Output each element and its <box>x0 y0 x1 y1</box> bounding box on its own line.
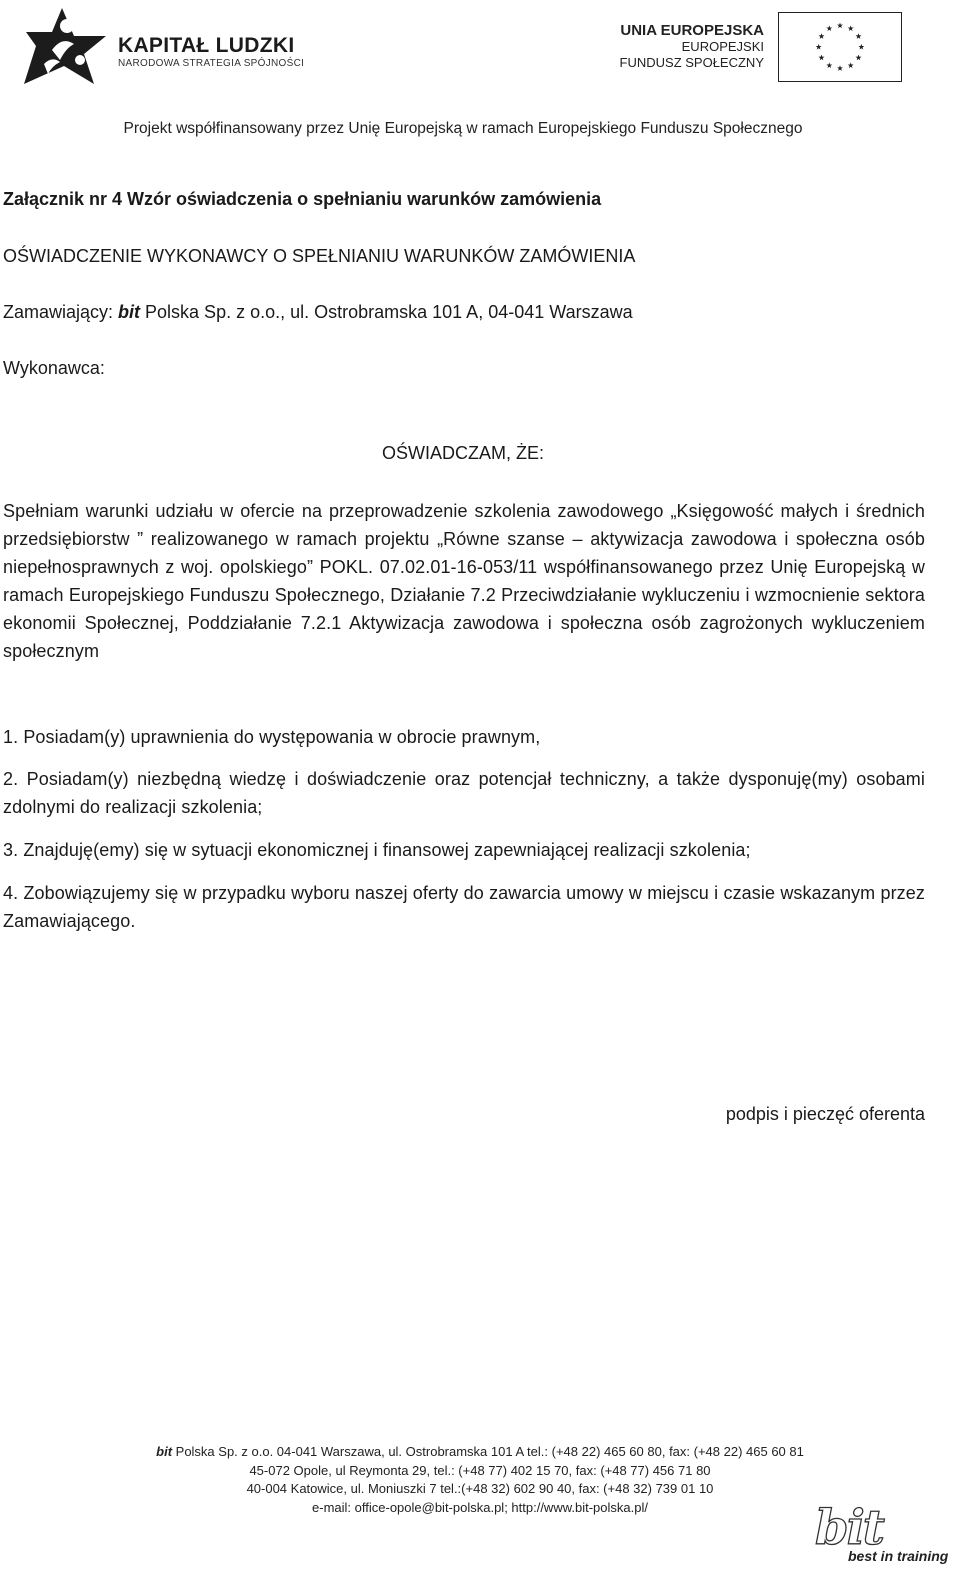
eu-star-icon <box>837 65 843 71</box>
eu-line-2: EUROPEJSKI <box>681 39 764 54</box>
bit-logo <box>810 1500 960 1579</box>
footer-line-3: 40-004 Katowice, ul. Moniuszki 7 tel.:(+48 32) 602 90 40, fax: (+48 32) 739 01 10 <box>246 1481 714 1496</box>
orderer-details: Polska Sp. z o.o., ul. Ostrobramska 101 A, 04-041 Warszawa <box>140 302 633 322</box>
eu-star-icon <box>848 62 854 68</box>
declaration-paragraph: Spełniam warunki udziału w ofercie na przeprowadzenie szkolenia zawodowego „Księgowość małych i średnich przedsiębiorstw ” realizowanego w ramach projektu „Równe szanse – aktywizacja zawodowa i społeczna osób niepełnosprawnych z woj. opolskiego” POKL. 07.02.01-16-053/11 współfinansowanego przez Unię Europejską w ramach Europejskiego Funduszu Społecznego, Działanie 7.2 Przeciwdziałanie wykluczeniu i wzmocnienie sektora ekonomii Społecznej, Poddziałanie 7.2.1 Aktywizacja zawodowa i społeczna osób zagrożonych wykluczeniem społecznym <box>3 501 925 661</box>
eu-star-icon <box>826 62 832 68</box>
kapital-ludzki-star-icon <box>22 6 112 86</box>
eu-line-3: FUNDUSZ SPOŁECZNY <box>619 55 764 70</box>
eu-logo <box>588 12 906 86</box>
orderer-label: Zamawiający: <box>3 302 119 322</box>
bit-logo-tagline: best in training <box>848 1548 949 1564</box>
kapital-ludzki-logo <box>22 6 342 86</box>
attachment-title: Załącznik nr 4 Wzór oświadczenia o spełnianiu warunków zamówienia <box>3 189 602 209</box>
project-cofinancing-line: Projekt współfinansowany przez Unię Europejską w ramach Europejskiego Funduszu Społecznego <box>123 120 803 137</box>
contractor-label: Wykonawca: <box>3 358 105 378</box>
eu-star-icon <box>837 23 843 29</box>
orderer-brand: bit <box>118 302 141 322</box>
eu-flag-icon <box>778 12 902 82</box>
declaration-title: OŚWIADCZAM, ŻE: <box>382 443 544 463</box>
declaration-item-1: 1. Posiadam(y) uprawnienia do występowania w obrocie prawnym, <box>3 727 541 747</box>
eu-star-icon <box>858 44 864 50</box>
eu-line-1: UNIA EUROPEJSKA <box>620 22 764 39</box>
footer-contact <box>80 1443 880 1517</box>
footer-line-4: e-mail: office-opole@bit-polska.pl; http://www.bit-polska.pl/ <box>312 1499 648 1515</box>
kapital-ludzki-title: KAPITAŁ LUDZKI <box>118 34 295 57</box>
footer-line-2: 45-072 Opole, ul Reymonta 29, tel.: (+48 77) 402 15 70, fax: (+48 77) 456 71 80 <box>249 1462 711 1478</box>
eu-star-icon <box>819 55 825 61</box>
statement-title: OŚWIADCZENIE WYKONAWCY O SPEŁNIANIU WARUNKÓW ZAMÓWIENIA <box>3 246 636 266</box>
footer-brand: bit <box>156 1444 173 1459</box>
eu-star-icon <box>848 25 854 31</box>
eu-star-icon <box>856 55 862 61</box>
eu-logo-text <box>588 22 764 71</box>
kapital-ludzki-subtitle: NARODOWA STRATEGIA SPÓJNOŚCI <box>118 58 305 69</box>
footer-line-1-text: Polska Sp. z o.o. 04-041 Warszawa, ul. Ostrobramska 101 A tel.: (+48 22) 465 60 80, fax: (+48 22) 465 60 81 <box>172 1444 804 1459</box>
eu-star-icon <box>826 25 832 31</box>
declaration-item-3: 3. Znajduję(emy) się w sytuacji ekonomicznej i finansowej zapewniającej realizacji szkolenia; <box>3 840 751 860</box>
declaration-item-2: 2. Posiadam(y) niezbędną wiedzę i doświadczenie oraz potencjał techniczny, a także dysponuję(my) osobami zdolnymi do realizacji szkolenia; <box>3 769 925 817</box>
declaration-item-4: 4. Zobowiązujemy się w przypadku wyboru naszej oferty do zawarcia umowy w miejscu i czasie wskazanym przez Zamawiającego. <box>3 883 925 931</box>
eu-star-icon <box>856 33 862 39</box>
eu-star-icon <box>819 33 825 39</box>
signature-label: podpis i pieczęć oferenta <box>725 1104 925 1124</box>
orderer-line <box>3 302 925 323</box>
bit-logo-word: bit <box>815 1500 883 1556</box>
footer-line-1 <box>80 1443 880 1462</box>
eu-star-icon <box>816 44 822 50</box>
